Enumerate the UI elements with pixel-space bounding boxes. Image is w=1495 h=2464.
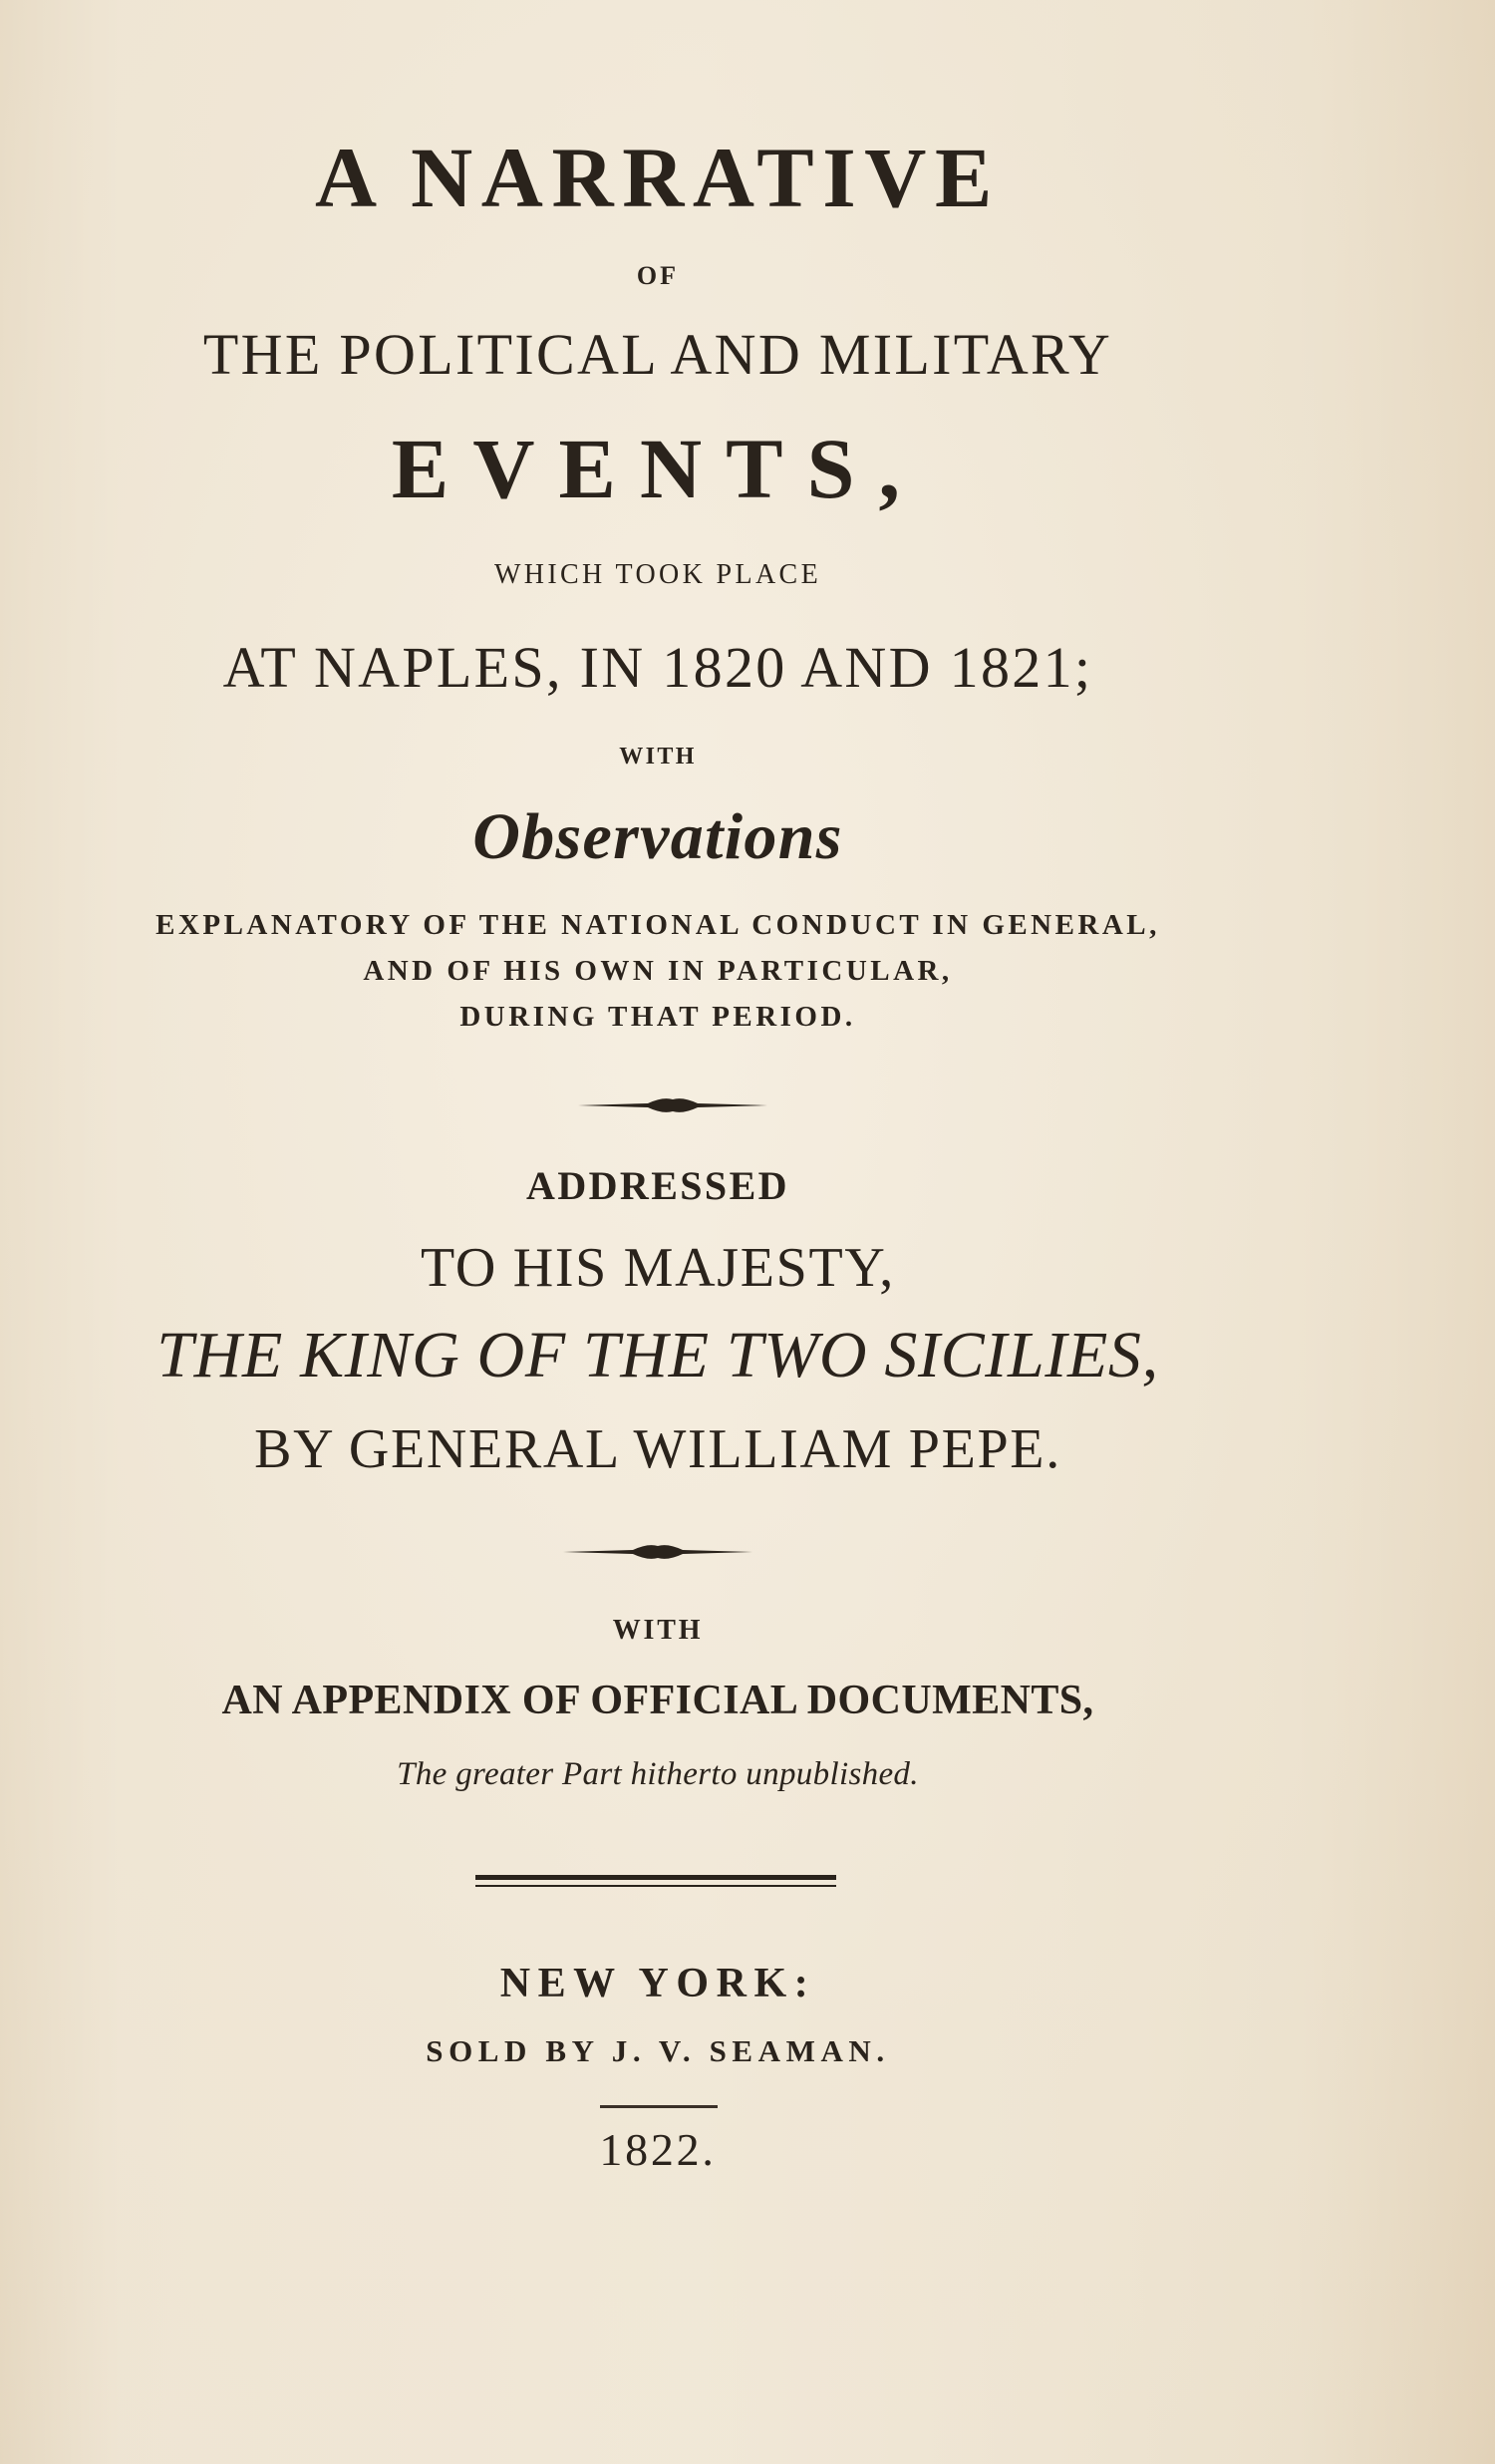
ornamental-rule-1	[578, 1090, 767, 1120]
ornamental-rule-2	[563, 1537, 752, 1567]
place-and-dates: AT NAPLES, IN 1820 AND 1821;	[222, 635, 1093, 700]
author-line: BY GENERAL WILLIAM PEPE.	[254, 1418, 1061, 1480]
to-his-majesty: TO HIS MAJESTY,	[421, 1237, 895, 1299]
short-rule	[600, 2105, 718, 2108]
appendix-note: The greater Part hitherto unpublished.	[397, 1756, 919, 1792]
title-of: OF	[636, 261, 680, 290]
title-events: EVENTS,	[391, 421, 925, 516]
subtitle-political-military: THE POLITICAL AND MILITARY	[202, 322, 1113, 387]
king-of-two-sicilies: THE KING OF THE TWO SICILIES,	[156, 1319, 1159, 1391]
explanatory-line-1: EXPLANATORY OF THE NATIONAL CONDUCT IN GENERAL,	[155, 909, 1160, 941]
imprint-seller: SOLD BY J. V. SEAMAN.	[426, 2033, 890, 2068]
explanatory-line-2: AND OF HIS OWN IN PARTICULAR,	[363, 955, 953, 987]
with-line-1: WITH	[619, 744, 697, 770]
book-title: A NARRATIVE	[315, 130, 1001, 225]
with-line-2: WITH	[612, 1615, 704, 1646]
appendix-line: AN APPENDIX OF OFFICIAL DOCUMENTS,	[221, 1678, 1094, 1723]
imprint-year: 1822.	[599, 2124, 717, 2175]
double-rule	[475, 1873, 836, 1891]
which-took-place: WHICH TOOK PLACE	[493, 559, 822, 590]
addressed: ADDRESSED	[526, 1163, 789, 1208]
imprint-city: NEW YORK:	[499, 1961, 816, 2006]
explanatory-line-3: DURING THAT PERIOD.	[459, 1001, 856, 1033]
observations-heading: Observations	[472, 800, 843, 873]
